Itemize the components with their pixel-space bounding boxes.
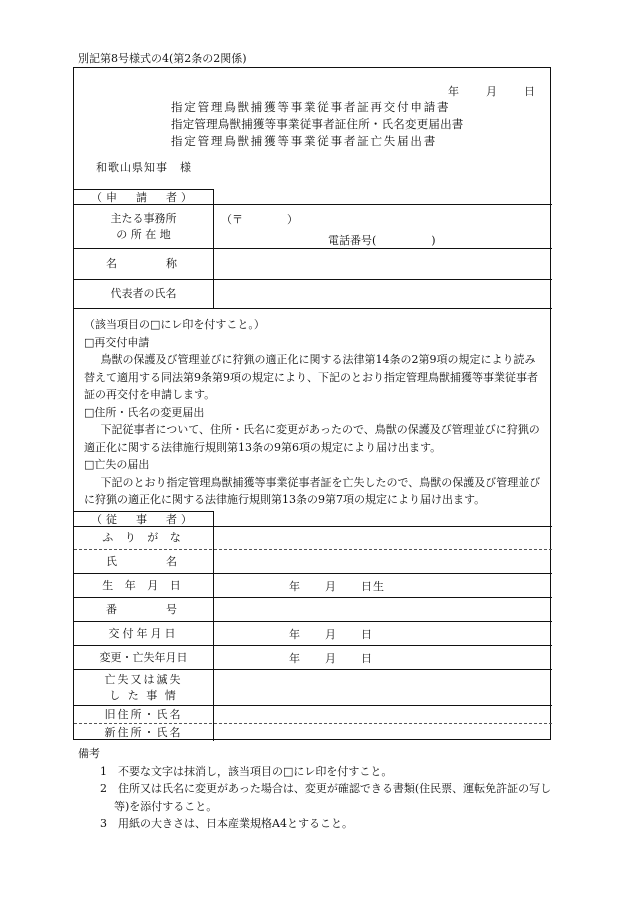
form-titles [171, 99, 464, 150]
date-line [448, 83, 536, 99]
remark-item: 2 住所又は氏名に変更があった場合は、変更が確認できる書類(住民票、運転免許証の写し等)を添付すること。 [100, 782, 552, 813]
addressee: 和歌山県知事 様 [96, 161, 192, 174]
old-address-name-label: 旧住所・氏名 [104, 707, 183, 721]
date-month-field[interactable]: 月 [486, 85, 498, 98]
remarks-title: 備考 [78, 747, 100, 760]
remark-item: 1 不要な文字は抹消し，該当項目の□にレ印を付すこと。 [100, 764, 393, 778]
new-address-name-field[interactable] [221, 725, 541, 740]
number-label: 番 号 [106, 602, 181, 616]
form-id: 別記第8号様式の4(第2条の2関係) [78, 52, 247, 65]
title-reissue: 指定管理鳥獣捕獲等事業従事者証再交付申請書 [171, 100, 451, 114]
office-address-label: 主たる事務所 の 所 在 地 [110, 211, 177, 241]
birth-date-field[interactable]: 年 月 日生 [289, 580, 385, 593]
date-year-field[interactable]: 年 [448, 85, 460, 98]
representative-name-field[interactable] [221, 286, 541, 302]
phone-field[interactable]: 電話番号( ) [328, 234, 436, 247]
remark-item: 3 用紙の大きさは、日本産業規格A4とすること。 [100, 817, 353, 830]
change-checkbox[interactable]: □住所・氏名の変更届出 [84, 405, 205, 419]
reissue-checkbox[interactable]: □再交付申請 [84, 335, 150, 349]
applicant-column-divider [213, 204, 214, 308]
loss-reason-label: 亡失又は滅失 し た 事 情 [104, 672, 183, 702]
loss-checkbox[interactable]: □亡失の届出 [84, 458, 150, 471]
title-change: 指定管理鳥獣捕獲等事業従事者証住所・氏名変更届出書 [171, 117, 464, 131]
reissue-text: 鳥獣の保護及び管理並びに狩猟の適正化に関する法律第14条の2第9項の規定により読み替えて適用する同法第9条第9項の規定により、下記のとおり指定管理鳥獣捕獲等事業従事者証の再交付を申請します。 [84, 353, 538, 401]
old-address-name-field[interactable] [221, 707, 541, 722]
postal-code-field[interactable]: （〒 ） [221, 213, 298, 226]
change-date-field[interactable]: 年 月 日 [289, 652, 373, 665]
new-address-name-label: 新住所・氏名 [104, 725, 183, 739]
divider [74, 308, 552, 309]
applicant-name-field[interactable] [221, 256, 541, 272]
remarks-block [78, 745, 558, 833]
notice-instruction: （該当項目の□にレ印を付すこと。） [84, 318, 265, 331]
number-field[interactable] [221, 602, 541, 618]
birth-date-label: 生 年 月 日 [102, 578, 185, 592]
notice-block [84, 316, 546, 509]
change-text: 下記従事者について、住所・氏名に変更があったので、鳥獣の保護及び管理並びに狩猟の適正化に関する法律施行規則第13条の9第6項の規定により届け出ます。 [84, 423, 540, 454]
furigana-label: ふ り が な [102, 531, 185, 544]
loss-reason-field[interactable] [221, 678, 541, 696]
worker-name-label: 氏 名 [106, 554, 181, 568]
loss-text: 下記のとおり指定管理鳥獣捕獲等事業従事者証を亡失したので、鳥獣の保護及び管理並びに狩猟の適正化に関する法律施行規則第13条の9第7項の規定により届け出ます。 [84, 475, 541, 506]
applicant-section-label: （申 請 者） [74, 189, 214, 205]
representative-name-label: 代表者の氏名 [110, 287, 177, 300]
furigana-field[interactable] [221, 530, 541, 546]
title-loss: 指定管理鳥獣捕獲等事業従事者証亡失届出書 [171, 134, 437, 148]
issue-date-label: 交付年月日 [108, 626, 179, 640]
form-frame [73, 67, 551, 740]
worker-name-field[interactable] [221, 554, 541, 570]
worker-section-label: （従 事 者） [74, 511, 214, 527]
change-date-label: 変更・亡失年月日 [99, 650, 188, 664]
worker-column-divider [213, 526, 214, 741]
issue-date-field[interactable]: 年 月 日 [289, 628, 373, 641]
date-day-field[interactable]: 日 [524, 85, 536, 98]
applicant-name-label: 名 称 [106, 257, 181, 270]
